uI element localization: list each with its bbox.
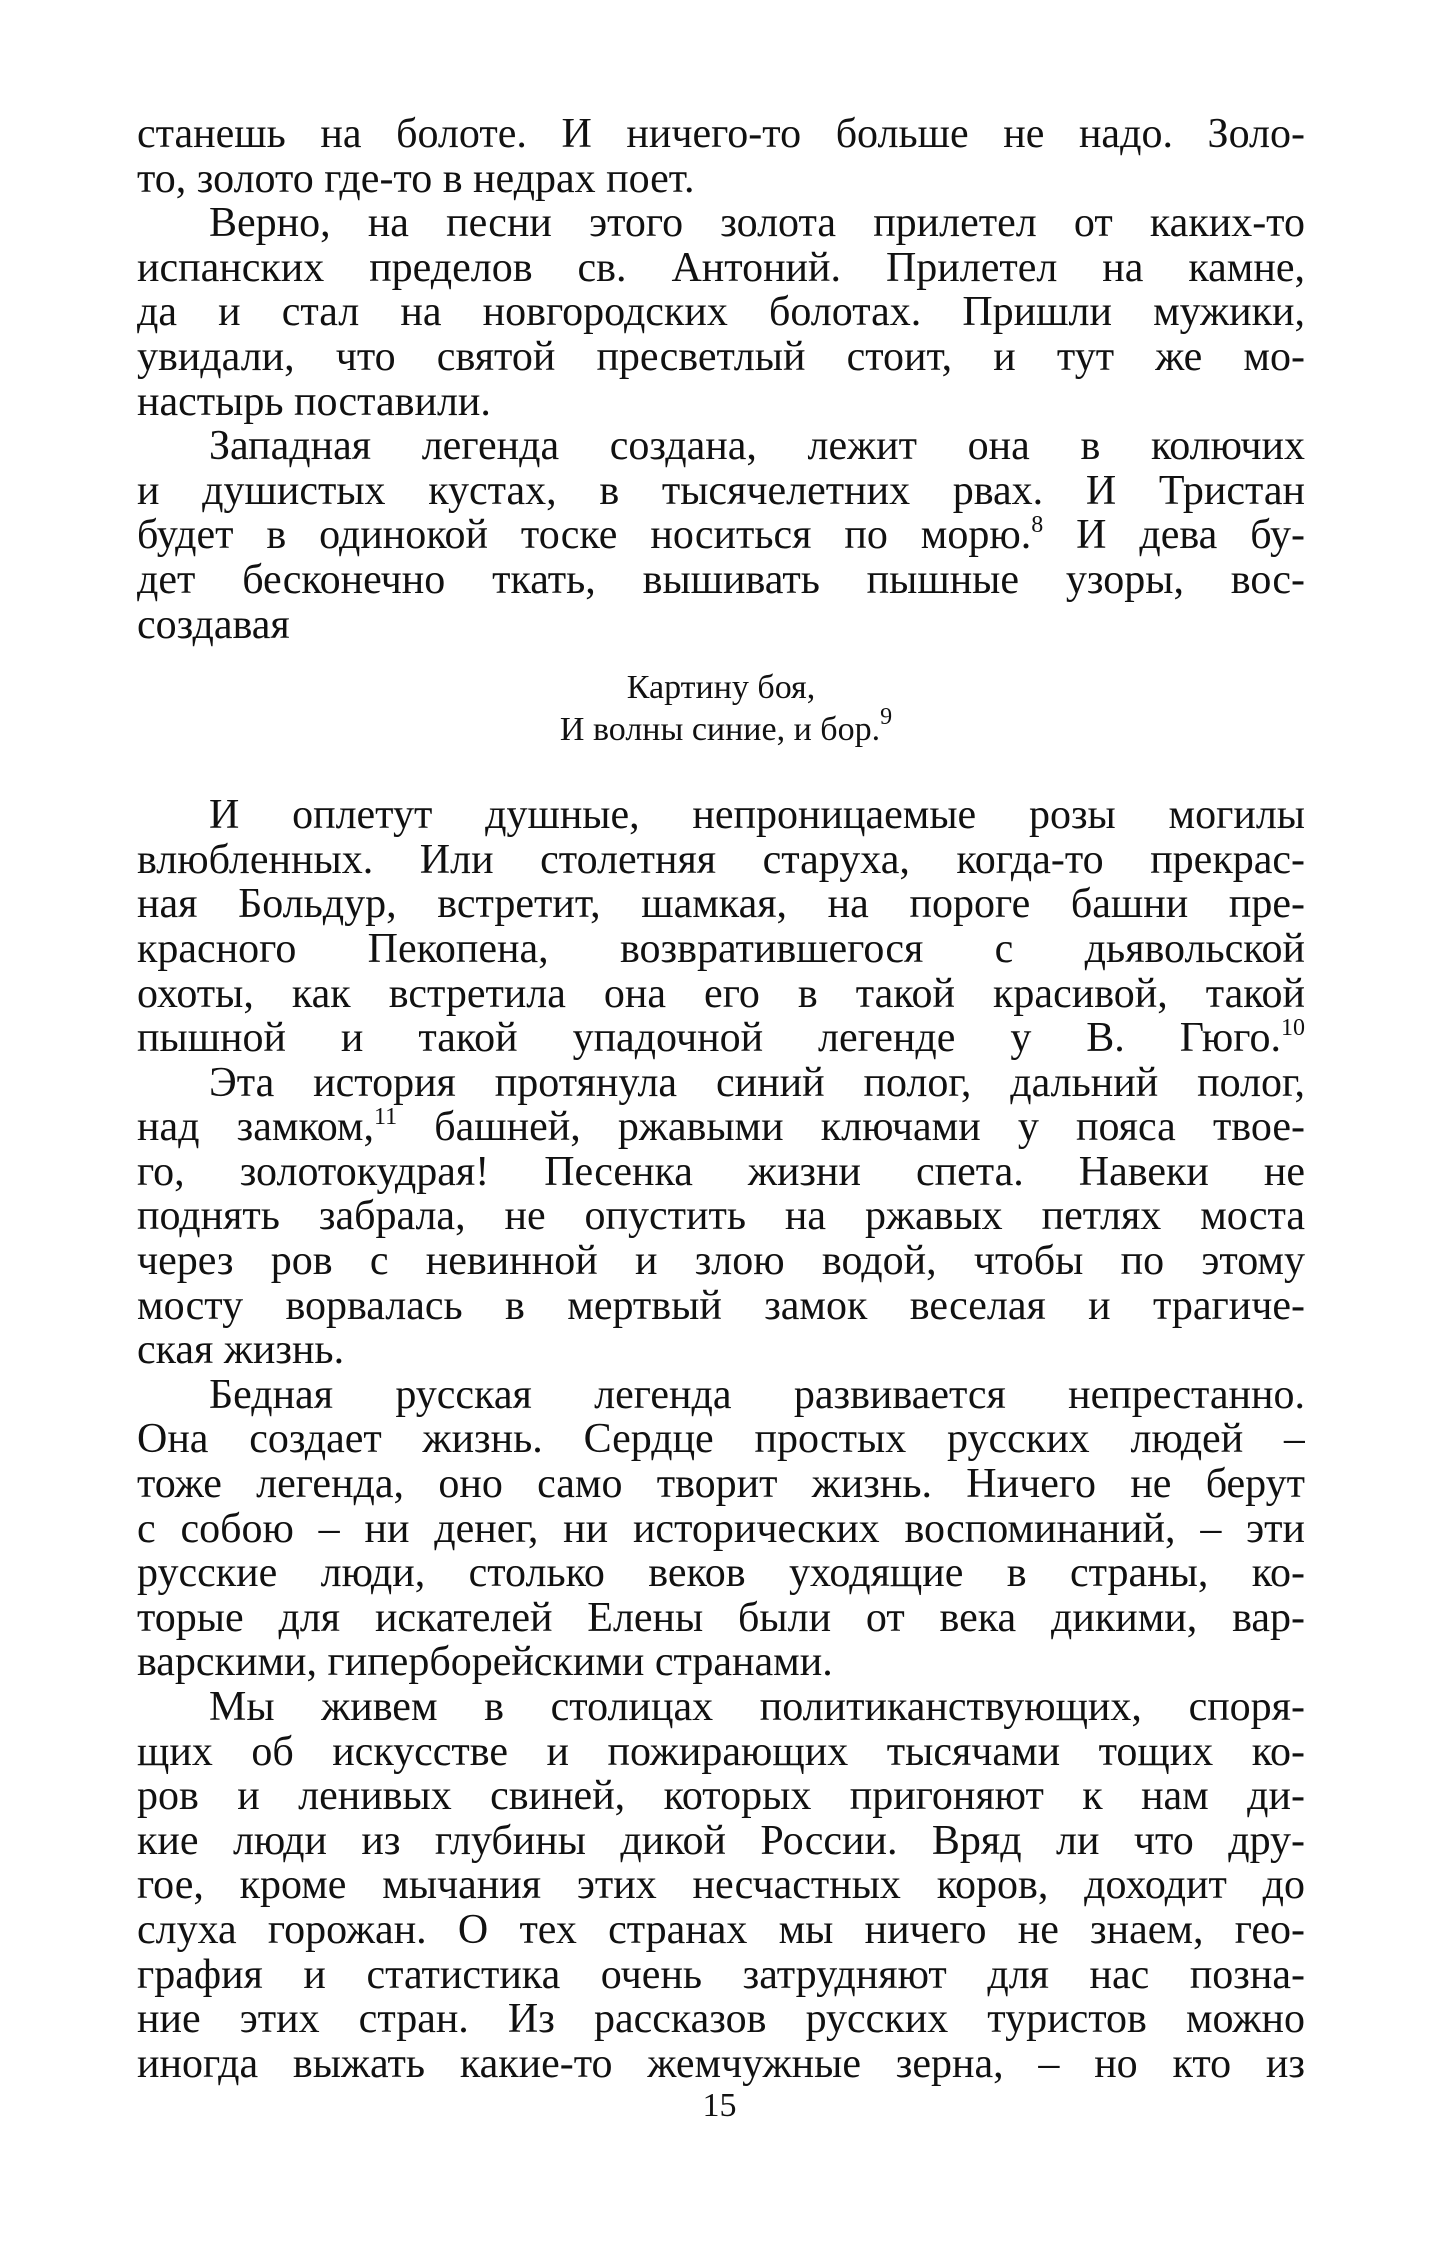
text-line: Эта история протянула синий полог, дальний полог, <box>209 1060 1305 1106</box>
text-line: Мы живем в столицах политиканствующих, споря- <box>209 1685 1305 1730</box>
text-line: настырь поставили. <box>137 379 491 425</box>
text-line: дет бесконечно ткать, вышивать пышные узоры, вос- <box>137 557 1305 603</box>
text-segment: И волны синие, и бор. <box>559 711 881 749</box>
text-line: поднять забрала, не опустить на ржавых петлях моста <box>137 1194 1305 1240</box>
text-line: с собою – ни денег, ни исторических воспоминаний, – эти <box>137 1506 1305 1552</box>
text-line: красного Пекопена, возвратившегося с дьявольской <box>137 926 1305 972</box>
paragraph-3 <box>137 424 1305 647</box>
text-segment: пышной и такой упадочной легенде у В. Гюго. <box>137 1016 1281 1061</box>
text-line: через ров с невинной и злою водой, чтобы по этому <box>137 1239 1305 1284</box>
text-segment: башней, ржавыми ключами у пояса твое- <box>397 1105 1305 1150</box>
text-line-with-footnote <box>137 1016 1305 1061</box>
text-line: Западная легенда создана, лежит она в колючих <box>209 424 1305 469</box>
text-line: торые для искателей Елены были от века дикими, вар- <box>137 1595 1305 1641</box>
text-line: И оплетут душные, непроницаемые розы могилы <box>209 793 1305 838</box>
text-line: то, золото где-то в недрах поет. <box>137 156 695 202</box>
text-line: кие люди из глубины дикой России. Вряд ли что дру- <box>137 1818 1305 1864</box>
text-segment: будет в одинокой тоске носиться по морю. <box>137 513 1032 558</box>
page-body <box>137 112 1305 2086</box>
page-number: 15 <box>702 2087 737 2124</box>
paragraph-1 <box>137 112 1305 201</box>
text-line: слуха горожан. О тех странах мы ничего не знаем, гео- <box>137 1907 1305 1953</box>
verse-line: Картину боя, <box>626 669 816 707</box>
verse-quote <box>137 667 1305 751</box>
text-line: тоже легенда, оно само творит жизнь. Ничего не берут <box>137 1462 1305 1507</box>
footnote-marker: 9 <box>880 704 893 731</box>
paragraph-4 <box>137 793 1305 1061</box>
text-line: русские люди, столько веков уходящие в страны, ко- <box>137 1551 1305 1596</box>
text-line: щих об искусстве и пожирающих тысячами тощих ко- <box>137 1729 1305 1775</box>
text-line: го, золотокудрая! Песенка жизни спета. Навеки не <box>137 1149 1305 1195</box>
text-line: ская жизнь. <box>137 1328 345 1373</box>
text-line: и душистых кустах, в тысячелетних рвах. И Тристан <box>137 468 1305 514</box>
text-line: мосту ворвалась в мертвый замок веселая и трагиче- <box>137 1283 1305 1329</box>
text-line: станешь на болоте. И ничего-то больше не надо. Золо- <box>137 112 1305 157</box>
paragraph-6 <box>137 1373 1305 1685</box>
text-line-with-footnote <box>137 513 1305 558</box>
text-line: ров и ленивых свиней, которых пригоняют к нам ди- <box>137 1774 1305 1819</box>
paragraph-7 <box>137 1685 1305 2086</box>
text-line-with-footnote <box>137 1105 1305 1150</box>
text-line: Верно, на песни этого золота прилетел от каких-то <box>209 201 1305 246</box>
text-segment: И дева бу- <box>1043 513 1305 558</box>
text-segment: над замком, <box>137 1105 374 1150</box>
text-line: гое, кроме мычания этих несчастных коров, доходит до <box>137 1863 1305 1908</box>
text-line: создавая <box>137 602 290 648</box>
verse-line <box>137 704 1305 751</box>
text-line: графия и статистика очень затрудняют для нас позна- <box>137 1952 1305 1998</box>
text-line: ние этих стран. Из рассказов русских туристов можно <box>137 1997 1305 2042</box>
text-line: варскими, гиперборейскими странами. <box>137 1640 833 1685</box>
text-line: Она создает жизнь. Сердце простых русских людей – <box>137 1417 1305 1463</box>
footnote-marker: 8 <box>1031 513 1044 539</box>
text-line: увидали, что святой пресветлый стоит, и тут же мо- <box>137 334 1305 380</box>
paragraph-5 <box>137 1061 1305 1373</box>
text-line: Бедная русская легенда развивается непрестанно. <box>209 1372 1305 1418</box>
footnote-marker: 10 <box>1281 1016 1305 1042</box>
footnote-marker: 11 <box>374 1105 398 1131</box>
text-line: влюбленных. Или столетняя старуха, когда-то прекрас- <box>137 837 1305 883</box>
text-line: ная Больдур, встретит, шамкая, на пороге башни пре- <box>137 882 1305 927</box>
text-line: испанских пределов св. Антоний. Прилетел на камне, <box>137 245 1305 291</box>
text-line: да и стал на новгородских болотах. Пришли мужики, <box>137 290 1305 335</box>
text-line: иногда выжать какие-то жемчужные зерна, – но кто из <box>137 2041 1305 2087</box>
paragraph-2 <box>137 201 1305 424</box>
text-line: охоты, как встретила она его в такой красивой, такой <box>137 971 1305 1017</box>
